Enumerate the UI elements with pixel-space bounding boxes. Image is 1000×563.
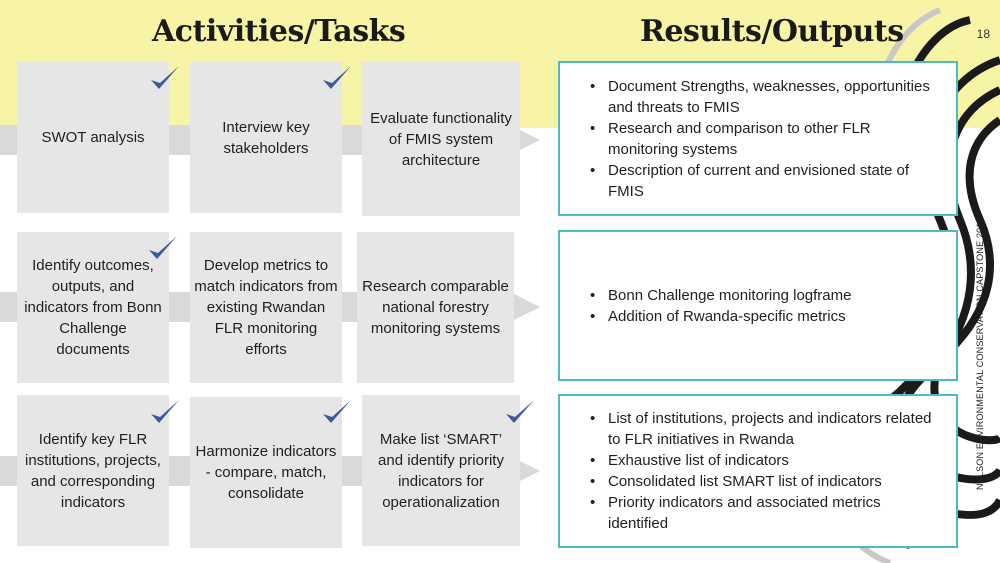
results-list [588, 76, 942, 202]
task-box [362, 62, 520, 216]
task-label: SWOT analysis [41, 129, 145, 146]
task-label: Harmonize indicators - compare, match, consolidate [195, 443, 337, 502]
checkmark-icon [148, 397, 182, 427]
results-box [558, 394, 958, 548]
activities-title: Activities/Tasks [152, 14, 406, 49]
task-label: Research comparable national forestry monitoring systems [362, 278, 509, 337]
task-box [362, 395, 520, 546]
results-list [588, 408, 942, 534]
result-item: • Description of current and envisioned state of FMIS [588, 160, 942, 202]
result-item: • List of institutions, projects and indicators related to FLR initiatives in Rwanda [588, 408, 942, 450]
task-box [357, 232, 514, 383]
result-item: • Document Strengths, weaknesses, opportunities and threats to FMIS [588, 76, 942, 118]
checkmark-icon [148, 63, 182, 93]
task-label: Identify key FLR institutions, projects, and corresponding indicators [25, 430, 161, 511]
checkmark-icon [503, 397, 537, 427]
result-item: • Bonn Challenge monitoring logframe [588, 285, 942, 306]
result-item: • Priority indicators and associated metrics identified [588, 492, 942, 534]
task-label: Interview key stakeholders [222, 118, 310, 157]
task-box [17, 395, 169, 546]
result-item: • Addition of Rwanda-specific metrics [588, 306, 942, 327]
result-item: • Consolidated list SMART list of indicators [588, 471, 942, 492]
task-label: Evaluate functionality of FMIS system architecture [370, 109, 512, 169]
results-title: Results/Outputs [640, 14, 904, 49]
task-label: Develop metrics to match indicators from existing Rwandan FLR monitoring efforts [194, 257, 338, 358]
results-box [558, 230, 958, 381]
results-box [558, 61, 958, 216]
result-item: • Research and comparison to other FLR monitoring systems [588, 118, 942, 160]
task-box [190, 232, 342, 383]
task-box [17, 62, 169, 213]
checkmark-icon [320, 397, 354, 427]
checkmark-icon [146, 233, 180, 263]
slide-number: 18 [976, 27, 990, 41]
results-list [588, 285, 942, 327]
task-label: Make list ‘SMART’ and identify priority indicators for operationalization [378, 430, 504, 511]
result-item: • Exhaustive list of indicators [588, 450, 942, 471]
checkmark-icon [320, 63, 354, 93]
task-label: Identify outcomes, outputs, and indicators from Bonn Challenge documents [24, 257, 162, 358]
